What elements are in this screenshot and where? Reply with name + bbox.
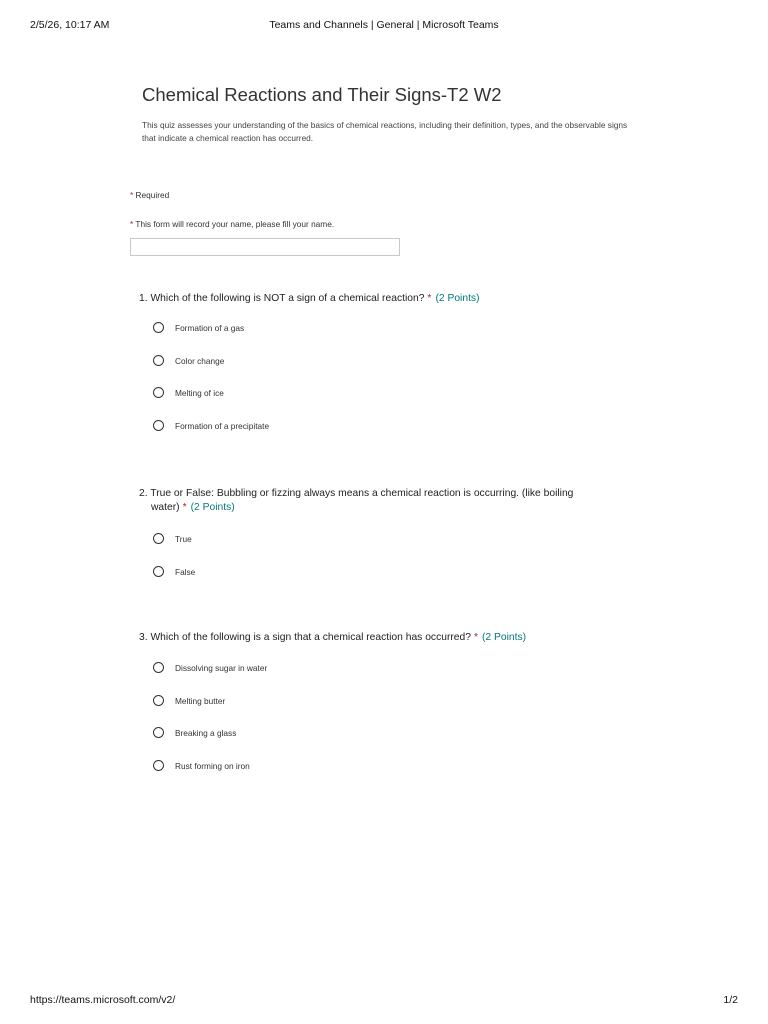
option-dissolving-sugar[interactable] [139, 663, 609, 696]
name-notice [130, 219, 334, 229]
option-label: Formation of a gas [175, 323, 245, 333]
required-star: * [182, 502, 187, 513]
print-datetime: 2/5/26, 10:17 AM [30, 19, 110, 31]
question-points: (2 Points) [482, 632, 527, 643]
radio-button[interactable] [153, 420, 164, 431]
required-star: * [427, 293, 432, 304]
question-points: (2 Points) [435, 293, 480, 304]
options-list [139, 663, 609, 793]
option-rust-forming[interactable] [139, 761, 609, 794]
radio-button[interactable] [153, 387, 164, 398]
name-input[interactable] [130, 238, 400, 256]
page-number: 1/2 [723, 994, 738, 1006]
question-label: Which of the following is NOT a sign of a chemical reaction? [150, 293, 425, 304]
radio-button[interactable] [153, 662, 164, 673]
required-star: * [130, 190, 134, 200]
option-breaking-glass[interactable] [139, 728, 609, 761]
question-points: (2 Points) [190, 502, 235, 513]
option-label: Dissolving sugar in water [175, 663, 268, 673]
radio-button[interactable] [153, 533, 164, 544]
required-label: Required [135, 190, 170, 200]
options-list [139, 534, 609, 599]
print-url: https://teams.microsoft.com/v2/ [30, 994, 176, 1006]
radio-button[interactable] [153, 727, 164, 738]
options-list [139, 323, 609, 453]
option-label: True [175, 534, 192, 544]
question-1 [139, 292, 609, 453]
radio-button[interactable] [153, 355, 164, 366]
option-label: Breaking a glass [175, 728, 237, 738]
required-star: * [130, 219, 134, 229]
question-number: 1. [139, 293, 148, 304]
option-formation-of-gas[interactable] [139, 323, 609, 356]
question-label: Which of the following is a sign that a chemical reaction has occurred? [150, 632, 471, 643]
option-label: Melting butter [175, 695, 226, 706]
question-number: 2. [139, 488, 148, 499]
option-formation-of-precipitate[interactable] [139, 421, 609, 454]
name-notice-text: This form will record your name, please fill your name. [135, 219, 335, 229]
question-text [139, 487, 609, 515]
form-title: Chemical Reactions and Their Signs-T2 W2 [142, 84, 502, 105]
radio-button[interactable] [153, 695, 164, 706]
option-label: Rust forming on iron [175, 760, 250, 771]
question-text [139, 631, 609, 645]
option-label: Melting of ice [175, 388, 224, 398]
form-description: This quiz assesses your understanding of the basics of chemical reactions, including their definition, types, and the observable signs that indicate a chemical reaction has occurred. [142, 120, 628, 143]
question-3 [139, 631, 609, 793]
option-label: Color change [175, 355, 225, 366]
radio-button[interactable] [153, 760, 164, 771]
radio-button[interactable] [153, 322, 164, 333]
question-number: 3. [139, 632, 148, 643]
option-label: False [175, 566, 196, 577]
option-false[interactable] [139, 567, 609, 600]
option-melting-butter[interactable] [139, 696, 609, 729]
radio-button[interactable] [153, 566, 164, 577]
option-color-change[interactable] [139, 356, 609, 389]
option-true[interactable] [139, 534, 609, 567]
required-note [130, 190, 169, 200]
option-melting-of-ice[interactable] [139, 388, 609, 421]
print-page-title: Teams and Channels | General | Microsoft Teams [269, 19, 499, 31]
option-label: Formation of a precipitate [175, 420, 270, 431]
question-2 [139, 487, 609, 599]
question-text [139, 292, 609, 306]
question-label: True or False: Bubbling or fizzing always means a chemical reaction is occurring. (like boiling water) [150, 488, 574, 513]
required-star: * [473, 632, 478, 643]
